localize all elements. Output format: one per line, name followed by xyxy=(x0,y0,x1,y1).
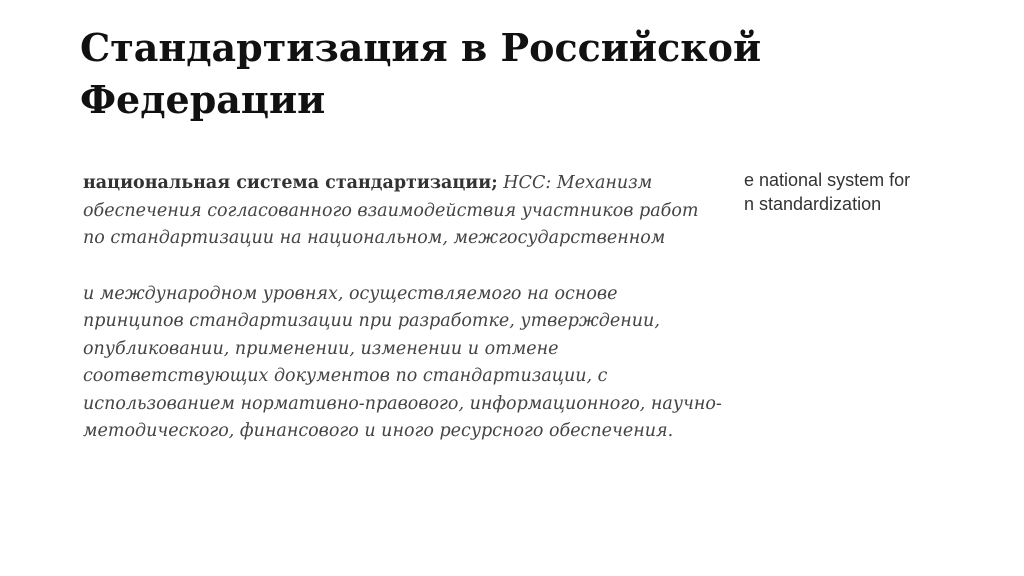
definition-text: НСС: Механизм обеспечения согласованного взаимодействия участников работ по стандартизации на национальном, межгосударственном xyxy=(83,173,699,248)
english-term-line-2: n standardization xyxy=(744,194,882,214)
english-term-line-1: e national system for xyxy=(744,170,911,190)
definition-body xyxy=(83,170,723,446)
definition-paragraph-continued: и международном уровнях, осуществляемого на основе принципов стандартизации при разработке, утверждении, опубликовании, применении, изменении и отмене соответствующих документов по стандартизации, с использованием нормативно-правового, информационного, научно-методического, финансового и иного ресурсного обеспечения. xyxy=(83,283,722,441)
definition-paragraph xyxy=(83,170,723,253)
english-term-note xyxy=(744,168,1014,216)
slide-title: Стандартизация в Российской Федерации xyxy=(80,25,762,122)
definition-term: национальная система стандартизации; xyxy=(83,173,498,193)
